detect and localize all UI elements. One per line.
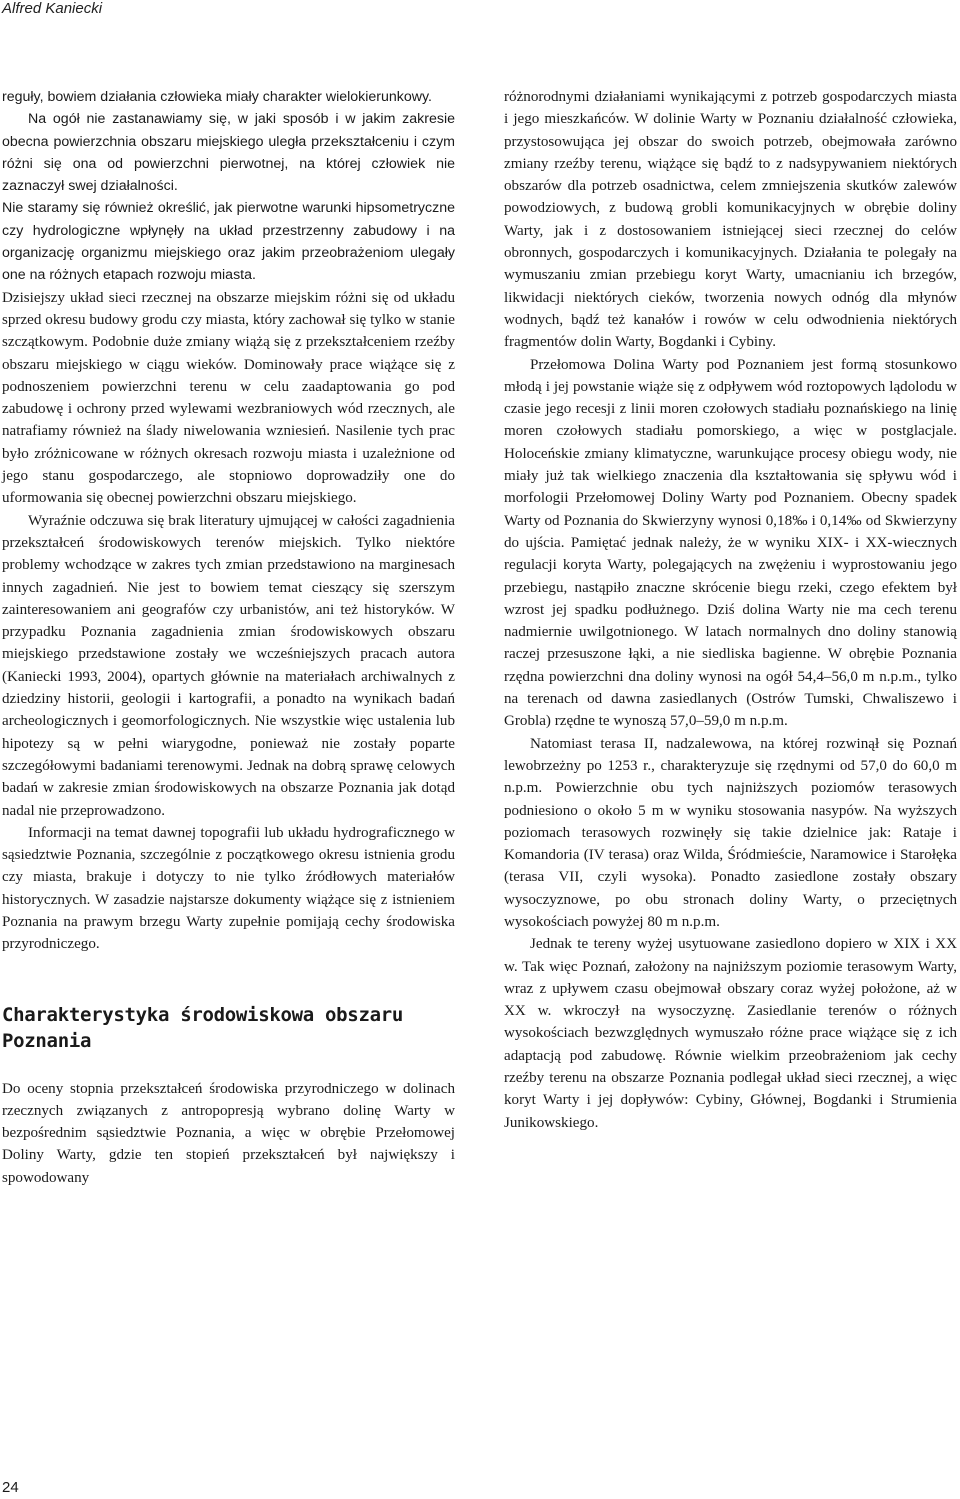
page-number: 24 (2, 1479, 19, 1496)
paragraph: Informacji na temat dawnej topografii lub układu hydrograficznego w sąsiedztwie Poznania, szczególnie z początkowego okresu istnienia grodu czy miasta, brakuje i dotyczy to nie tylko źródłowych materiałów historycznych. W zasadzie najstarsze dokumenty wiążące się z istnieniem Poznania na prawym brzegu Warty zupełnie pomijają cechy środowiska przyrodniczego. (2, 824, 455, 953)
section-heading: Charakterystyka środowiskowa obszaru Poznania (2, 1003, 404, 1052)
paragraph: Dzisiejszy układ sieci rzecznej na obszarze miejskim różni się od układu sprzed okresu budowy grodu czy miasta, który zachował się tylko w stanie szczątkowym. Podobnie duże zmiany wiążą się z przekształceniem rzeźby obszaru miejskiego w ciągu wieków. Dominowały prace wiążące się z podnoszeniem powierzchni terenu w celu zaadaptowania go pod zabudowę i ochrony przed wylewami wezbraniowych wód rzecznych, ale natrafiamy również na ślady niwelowania wzniesień. Nasilenie tych prac było zróżnicowane w różnych okresach rozwoju miasta i uzależnione od jego stanu gospodarczego, ale stopniowo doprowadziły one do uformowania się obecnej powierzchni obszaru miejskiego. (2, 289, 455, 507)
running-head-author: Alfred Kaniecki (2, 0, 103, 17)
paragraph: Do oceny stopnia przekształceń środowiska przyrodniczego w dolinach rzecznych związanych z antropopresją wybrano dolinę Warty w bezpośrednim sąsiedztwie Poznania, a więc w obrębie Przełomowej Doliny Warty, gdzie ten stopień przekształceń był największy i spowodowany (2, 1080, 455, 1186)
right-column (504, 86, 957, 1134)
paragraph: Nie staramy się również określić, jak pierwotne warunki hipsometryczne czy hydrologiczne wpłynęły na układ przestrzenny zabudowy i na organizację organizmu miejskiego oraz jakim przeobrażeniom ulegały one na różnych etapach rozwoju miasta. (2, 200, 455, 284)
paragraph: różnorodnymi działaniami wynikającymi z potrzeb gospodarczych miasta i jego mieszkańców. W dolinie Warty w Poznaniu działalność człowieka, przystosowująca jej obszar do swoich potrzeb, obejmowała zarówno zmiany rzeźby terenu, wiążące się bądź to z nadsypywaniem niektórych obszarów dla potrzeb osadnictwa, celem zmniejszenia skutków zalewów powodziowych, z budową grobli komunikacyjnych w obrębie doliny Warty, jak i z dostosowaniem istniejącej sieci rzecznej do celów obronnych, gospodarczych i komunikacyjnych. Działania te polegały na wymuszaniu zmian przebiegu koryt Warty, umacnianiu ich brzegów, likwidacji niektórych cieków, tworzenia nowych odnóg dla młynów wodnych, bądź też kanałów i rowów w celu odwodnienia niektórych fragmentów dolin Warty, Bogdanki i Cybiny. (504, 89, 957, 351)
paragraph: reguły, bowiem działania człowieka miały charakter wielokierunkowy. (2, 89, 433, 105)
paragraph: Na ogół nie zastanawiamy się, w jaki sposób i w jakim zakresie obecna powierzchnia obszaru miejskiego uległa przekształceniu i czym różni się ona od powierzchni pierwotnej, na której człowiek nie zaznaczył swej działalności. (2, 111, 455, 195)
paragraph: Jednak te tereny wyżej usytuowane zasiedlono dopiero w XIX i XX w. Tak więc Poznań, założony na najniższym poziomie terasowym Warty, wraz z upływem czasu obejmował obszary coraz wyżej położone, aż w XX w. wkroczył na wysoczyznę. Zasiedlanie terenów o różnych wysokościach bezwzględnych wymuszało różne prace wiążące się z ich adaptacją pod zabudowę. Równie wielkim przeobrażeniom jak cechy rzeźby terenu na obszarze Poznania podlegał układ sieci rzecznej, a więc koryt Warty i jej dopływów: Cybiny, Głównej, Bogdanki i Strumienia Junikowskiego. (504, 936, 957, 1131)
paragraph: Natomiast terasa II, nadzalewowa, na której rozwinął się Poznań lewobrzeżny po 1253 r., charakteryzuje się rzędnymi od 57,0 do 60,0 m n.p.m. Powierzchnie obu tych najniższych poziomów terasowych podniesiono o około 5 m w wyniku stosowania nasypów. Na wyższych poziomach terasowych rozwinęły się takie dzielnice jak: Rataje i Komandoria (IV terasa) oraz Wilda, Śródmieście, Naramowice i Starołęka (terasa VII, czyli wysoka). Ponadto zasiedlone zostały obszary wysoczyznowe, po obu stronach doliny Warty, o przeciętnych wysokościach powyżej 80 m n.p.m. (504, 735, 957, 930)
paragraph: Wyraźnie odczuwa się brak literatury ujmującej w całości zagadnienia przekształceń środowiskowych terenów miejskich. Tylko niektóre problemy wchodzące w zakres tych zmian przedstawiono na marginesach innych zagadnień. Nie jest to bowiem temat cieszący się szerszym zainteresowaniem ani geografów czy urbanistów, ani też historyków. W przypadku Poznania zagadnienia zmian środowiskowych obszaru miejskiego przedstawione zostały we wcześniejszych pracach autora (Kaniecki 1993, 2004), opartych głównie na materiałach archiwalnych z dziedziny historii, geologii i kartografii, a ponadto na wynikach badań archeologicznych i geomorfologicznych. Nie wszystkie więc ustalenia lub hipotezy są w pełni wiarygodne, ponieważ nie zostały poparte szczegółowymi badaniami terenowymi. Jednak na dobrą sprawę celowych badań w zakresie zmian środowiskowych na obszarze Poznania jak dotąd nadal nie przeprowadzono. (2, 512, 455, 819)
left-column (2, 86, 455, 1189)
paragraph: Przełomowa Dolina Warty pod Poznaniem jest formą stosunkowo młodą i jej powstanie wiąże się z odpływem wód roztopowych lądolodu w czasie jego recesji z linii moren czołowych stadiału poznańskiego na linię moren czołowych stadiału pomorskiego, a więc w postglacjale. Holoceńskie zmiany klimatyczne, warunkujące procesy obiegu wody, nie miały już tak wielkiego znaczenia dla kształtowania się spływu wód i morfologii Przełomowej Doliny Warty pod Poznaniem. Obecny spadek Warty od Poznania do Skwierzyny wynosi 0,18‰ i 0,14‰ od Skwierzyny do ujścia. Pamiętać jednak należy, że w wyniku XIX- i XX-wiecznych regulacji koryta Warty, polegających na zwężeniu i wyprostowaniu jego przebiegu, nastąpiło znaczne skrócenie biegu rzeki, czego efektem był wzrost jej spadku podłużnego. Dziś dolina Warty nie ma cech terenu nadmiernie uwilgotnionego. W latach normalnych dno doliny stanowią raczej przesuszone łąki, a nie siedliska bagienne. W obrębie Poznania rzędna powierzchni dna doliny wynosi na ogół 54,4–56,0 m n.p.m., tylko na terenach od dawna zasiedlanych (Ostrów Tumski, Chwaliszewo i Grobla) rzędne te wynoszą 57,0–59,0 m n.p.m. (504, 356, 957, 730)
